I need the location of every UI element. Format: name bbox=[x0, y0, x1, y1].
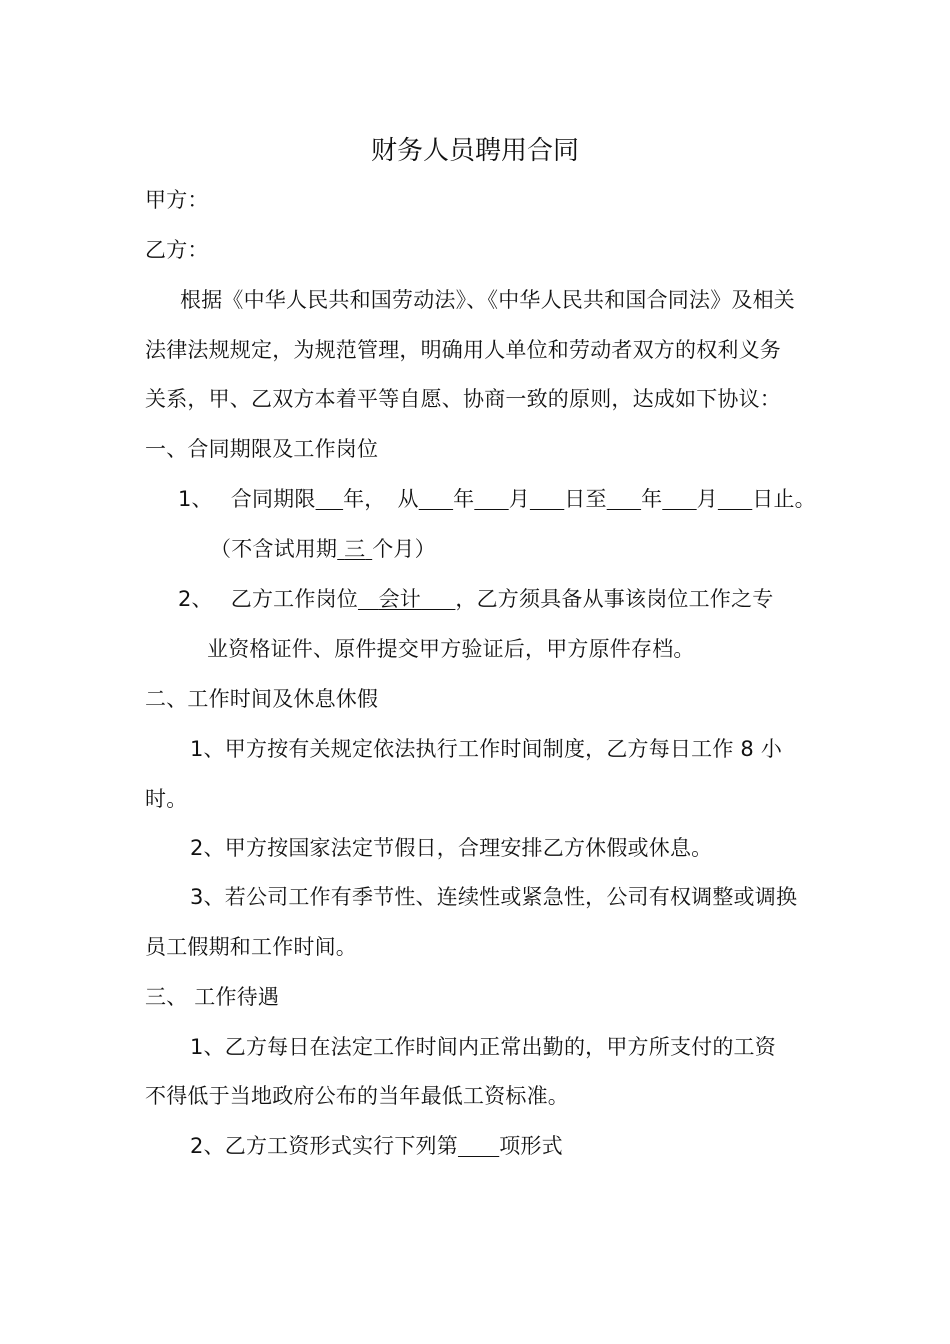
section-2-item-2: 2、甲方按国家法定节假日，合理安排乙方休假或休息。 bbox=[190, 836, 713, 860]
probation-note: （不含试用期 三 个月） bbox=[210, 537, 436, 561]
party-a-label: 甲方： bbox=[145, 188, 209, 212]
preamble-line-2: 法律法规规定，为规范管理，明确用人单位和劳动者双方的权利义务 bbox=[145, 338, 781, 362]
blank-term-years bbox=[316, 487, 344, 511]
blank-end-year bbox=[607, 487, 641, 511]
contract-term-label: 合同期限 bbox=[230, 487, 316, 511]
item-number: 1、 bbox=[178, 487, 213, 511]
blank-end-month bbox=[662, 487, 696, 511]
section-2-item-1-line-2: 时。 bbox=[145, 787, 188, 811]
position-value: 会计 bbox=[378, 587, 422, 611]
section-3-item-1-line-2: 不得低于当地政府公布的当年最低工资标准。 bbox=[145, 1084, 569, 1108]
section-1-item-2-line-2: 业资格证件、原件提交甲方验证后，甲方原件存档。 bbox=[207, 637, 695, 661]
section-2-heading: 二、工作时间及休息休假 bbox=[145, 687, 379, 711]
blank-end-day bbox=[718, 487, 752, 511]
blank-start-day bbox=[530, 487, 564, 511]
probation-months-value: 三 bbox=[344, 537, 366, 561]
section-3-item-2: 2、乙方工资形式实行下列第 项形式 bbox=[190, 1134, 563, 1158]
blank-wage-option bbox=[458, 1134, 499, 1158]
item-number: 2、 bbox=[178, 587, 213, 611]
section-2-item-3-line-2: 员工假期和工作时间。 bbox=[145, 935, 357, 959]
section-1-item-2: 2、 乙方工作岗位 会计 ，乙方须具备从事该岗位工作之专 bbox=[178, 587, 774, 611]
preamble-line-3: 关系，甲、乙双方本着平等自愿、协商一致的原则，达成如下协议： bbox=[145, 387, 781, 411]
section-2-item-3-line-1: 3、若公司工作有季节性、连续性或紧急性，公司有权调整或调换 bbox=[190, 885, 798, 909]
preamble-line-1: 根据《中华人民共和国劳动法》、《中华人民共和国合同法》及相关 bbox=[180, 288, 795, 312]
blank-start-month bbox=[474, 487, 508, 511]
party-b-label: 乙方： bbox=[145, 238, 209, 262]
blank-start-year bbox=[419, 487, 453, 511]
section-3-heading: 三、 工作待遇 bbox=[145, 985, 280, 1009]
document-title: 财务人员聘用合同 bbox=[370, 136, 579, 166]
section-3-item-1-line-1: 1、乙方每日在法定工作时间内正常出勤的，甲方所支付的工资 bbox=[190, 1035, 776, 1059]
section-1-item-1: 1、 合同期限 年， 从 年 月 日至 年 月 日止。 bbox=[178, 487, 816, 511]
section-2-item-1-line-1: 1、甲方按有关规定依法执行工作时间制度，乙方每日工作 8 小 bbox=[190, 737, 783, 761]
section-1-heading: 一、合同期限及工作岗位 bbox=[145, 437, 379, 461]
